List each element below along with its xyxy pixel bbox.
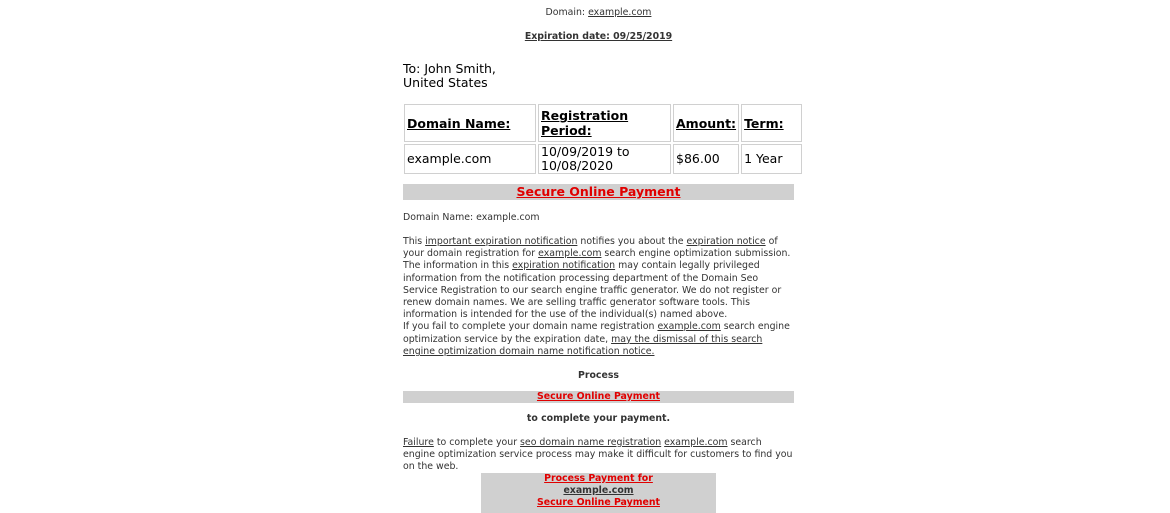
- dismissal-link[interactable]: may the dismissal of this search engine optimization domain name notification notice.: [403, 333, 763, 357]
- text: If you fail to complete your domain name registration: [403, 321, 658, 333]
- header-amount: Amount:: [673, 104, 739, 142]
- domain-header-link[interactable]: example.com: [588, 7, 652, 18]
- expiration-date[interactable]: [403, 31, 794, 42]
- header-domain-name: Domain Name:: [404, 104, 536, 142]
- table-row: [404, 144, 802, 174]
- process-payment-domain[interactable]: example.com: [563, 485, 634, 497]
- text: search engine optimization submission. The information in this: [403, 248, 791, 272]
- text: of your domain registration for: [403, 236, 778, 260]
- text: notifies you about the: [577, 236, 687, 247]
- cell-domain: example.com: [404, 144, 536, 174]
- header-registration-period: Registration Period:: [538, 104, 671, 142]
- notice-paragraph-1: [403, 236, 794, 321]
- secure-payment-banner-small[interactable]: [403, 391, 794, 403]
- cell-period-end: 10/08/2020: [541, 158, 614, 173]
- registration-table: [402, 102, 804, 176]
- recipient-name: To: John Smith,: [403, 61, 496, 76]
- important-expiration-link[interactable]: important expiration notification: [425, 236, 578, 247]
- notice-paragraph-2: [403, 321, 794, 358]
- secure-payment-banner[interactable]: [403, 184, 794, 200]
- domain-link-2[interactable]: example.com: [657, 321, 721, 333]
- secure-payment-link[interactable]: Secure Online Payment: [516, 184, 681, 199]
- text: may contain legally privileged information from the notification processing department of the Domain Seo Service Registration to our search engine traffic generator. We do not register or renew domain names. We are selling traffic generator software tools. This information is intended for the use of the individual(s) named above.: [403, 260, 782, 321]
- domain-link-3[interactable]: example.com: [664, 437, 728, 448]
- expiration-date-text[interactable]: Expiration date: 09/25/2019: [524, 31, 673, 42]
- failure-paragraph: [403, 437, 794, 474]
- domain-header-label: Domain:: [545, 7, 589, 18]
- header-term: Term:: [741, 104, 802, 142]
- failure-link[interactable]: Failure: [403, 437, 434, 448]
- cell-period: [538, 144, 671, 174]
- text: search engine optimization service by the expiration date,: [403, 321, 790, 345]
- domain-name-line: Domain Name: example.com: [403, 212, 540, 223]
- table-header-row: [404, 104, 802, 142]
- process-payment-button[interactable]: [481, 473, 716, 513]
- process-label: Process: [577, 370, 619, 381]
- text: to complete your: [433, 437, 521, 448]
- domain-header: [403, 7, 794, 18]
- expiration-notification-link[interactable]: expiration notification: [512, 260, 616, 272]
- recipient: [403, 62, 496, 90]
- notice-body: [403, 236, 794, 358]
- secure-payment-link-small[interactable]: Secure Online Payment: [536, 391, 660, 402]
- recipient-country: United States: [403, 75, 488, 90]
- cell-term: 1 Year: [741, 144, 802, 174]
- text: search engine optimization service process may make it difficult for customers to find you on the web.: [403, 437, 793, 473]
- domain-link[interactable]: example.com: [538, 248, 602, 260]
- process-payment-secure[interactable]: Secure Online Payment: [536, 497, 660, 509]
- complete-payment-label: to complete your payment.: [526, 413, 671, 424]
- cell-period-start: 10/09/2019 to: [541, 144, 630, 159]
- expiration-notice-link[interactable]: expiration notice: [686, 236, 766, 247]
- cell-amount: $86.00: [673, 144, 739, 174]
- process-payment-label[interactable]: Process Payment for: [544, 473, 653, 484]
- text: This: [403, 236, 426, 247]
- seo-registration-link[interactable]: seo domain name registration: [520, 437, 662, 448]
